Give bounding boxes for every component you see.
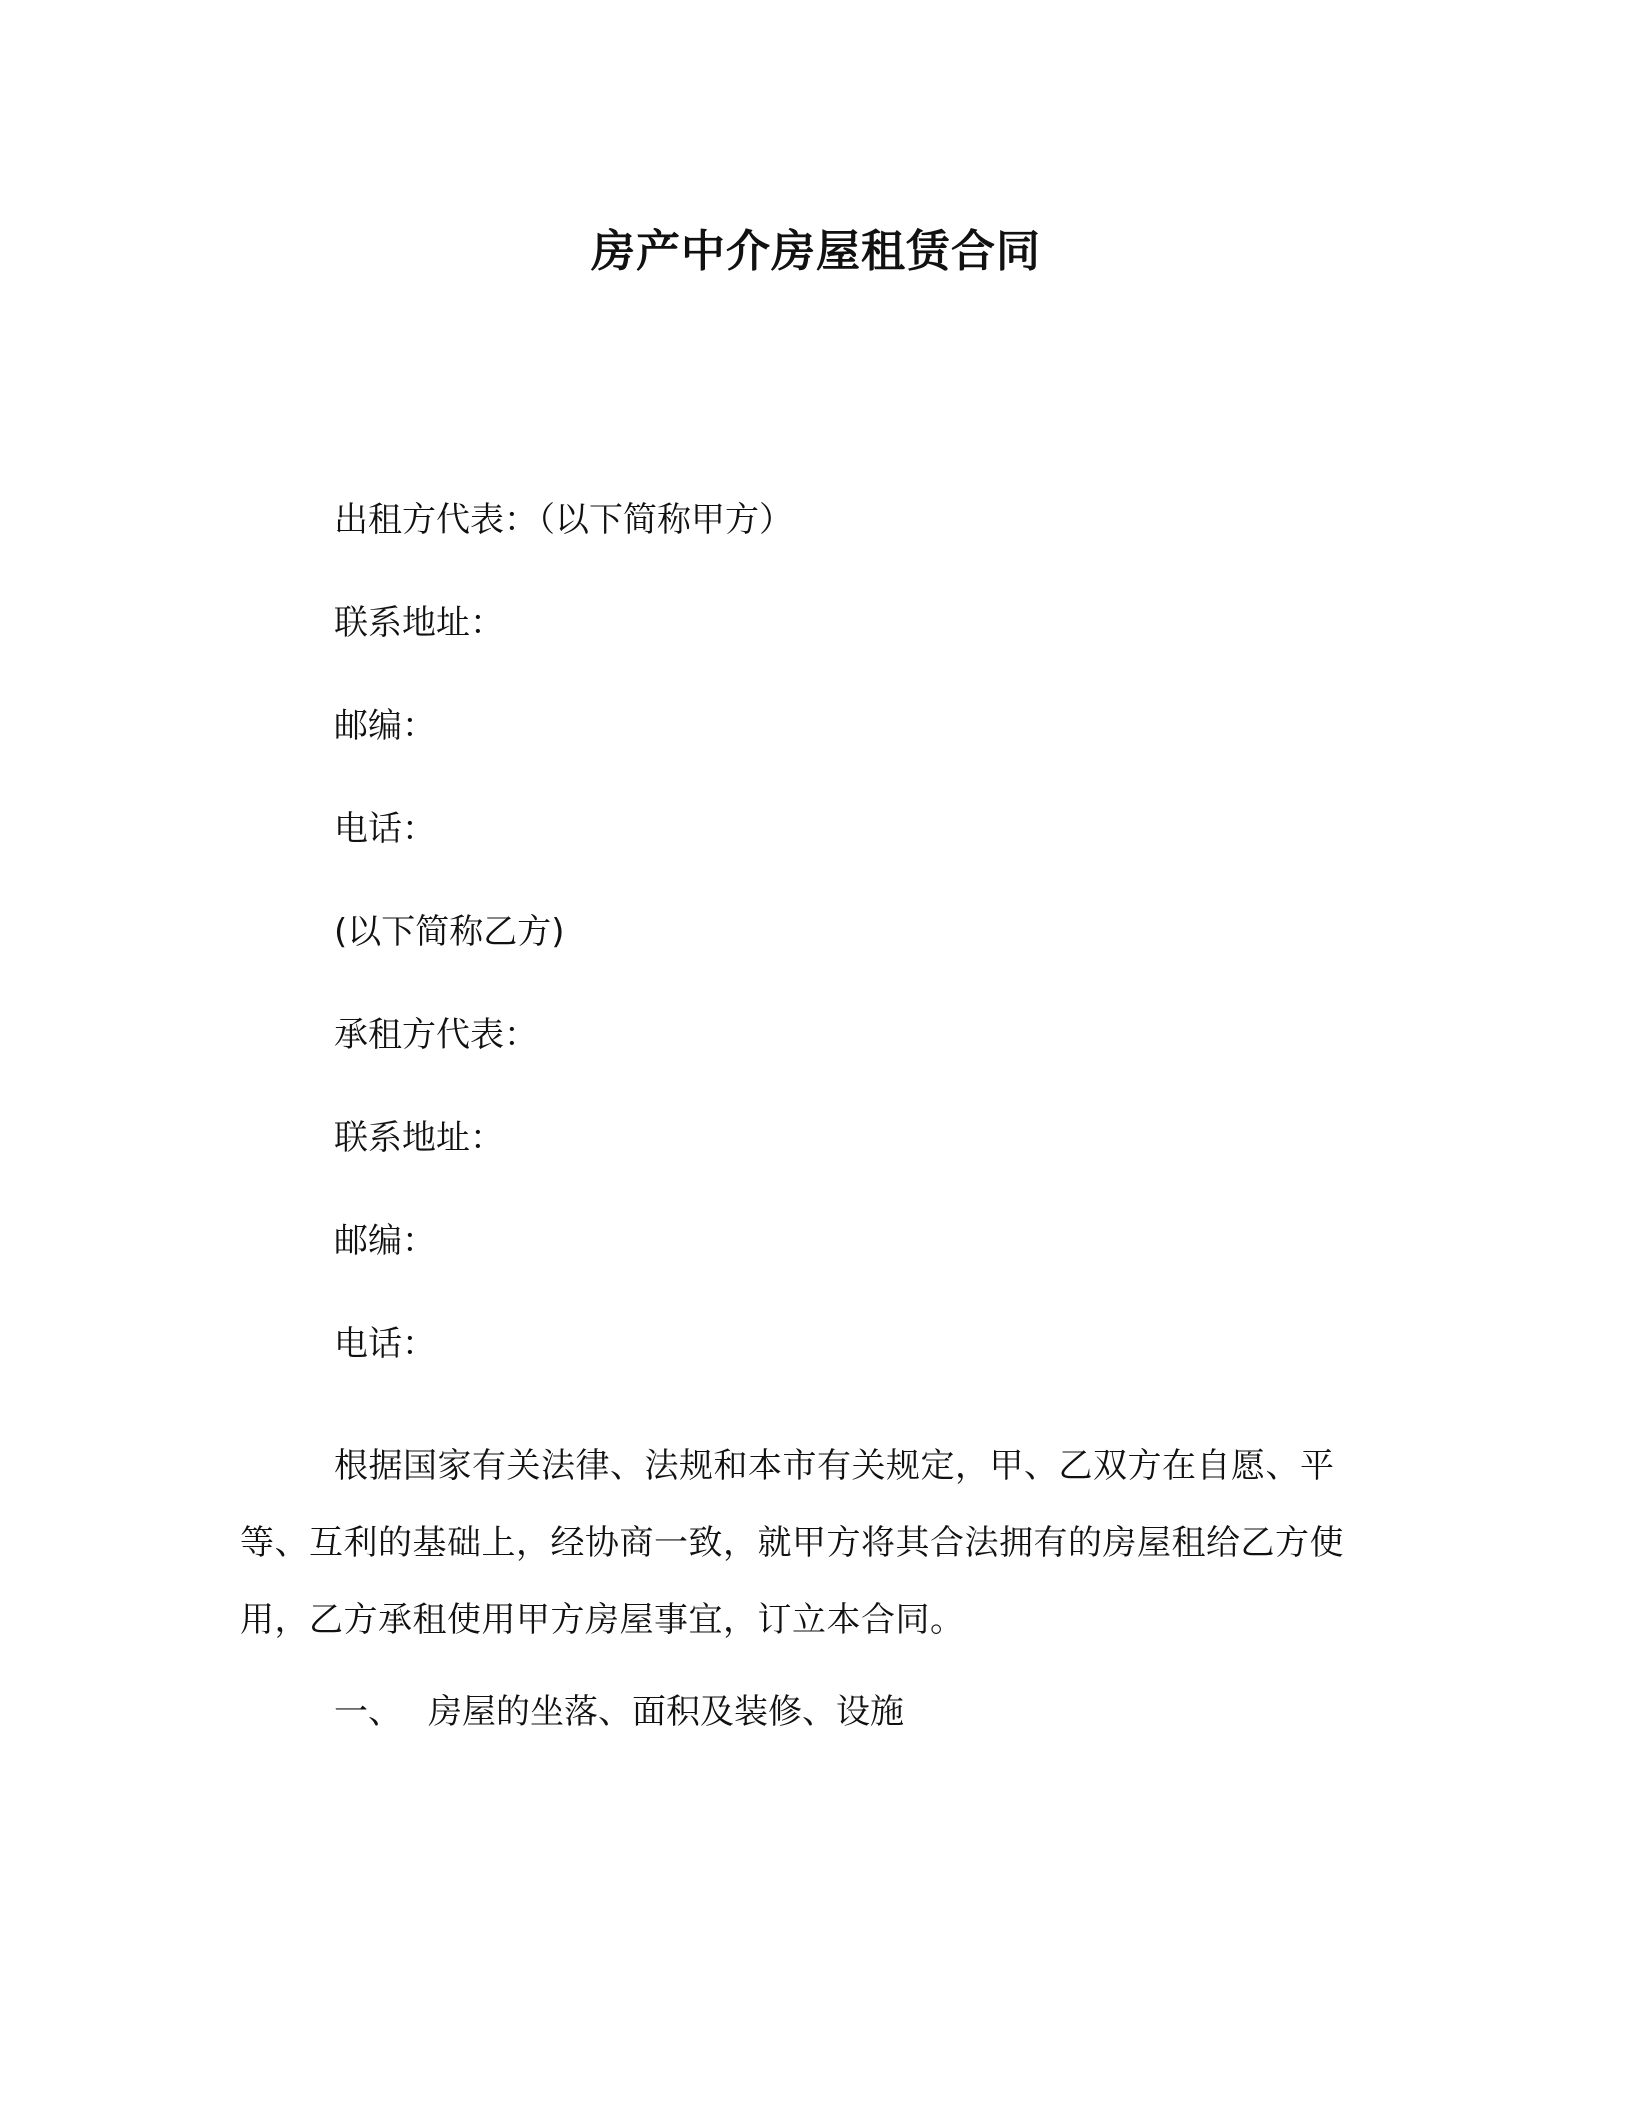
section-title: 房屋的坐落、面积及装修、设施 [428, 1692, 904, 1732]
lessee-alias-line: (以下简称乙方) [334, 912, 565, 952]
preamble-paragraph: 根据国家有关法律、法规和本市有关规定，甲、乙双方在自愿、平等、互利的基础上，经协商一致，就甲方将其合法拥有的房屋租给乙方使用，乙方承租使用甲方房屋事宜，订立本合同。 [240, 1446, 1344, 1640]
lessee-phone-line: 电话： [334, 1324, 436, 1364]
document-title: 房产中介房屋租赁合同 [591, 226, 1041, 277]
lessee-address-line: 联系地址： [334, 1118, 504, 1158]
lessor-address-line: 联系地址： [334, 603, 504, 643]
lessor-postcode-line: 邮编： [334, 706, 436, 746]
section-number: 一、 [334, 1692, 402, 1732]
lessor-representative-line: 出租方代表：（以下简称甲方） [334, 500, 793, 540]
lessee-representative-line: 承租方代表： [334, 1015, 538, 1055]
lessee-postcode-line: 邮编： [334, 1221, 436, 1261]
lessor-phone-line: 电话： [334, 809, 436, 849]
section-heading [334, 1688, 904, 1736]
